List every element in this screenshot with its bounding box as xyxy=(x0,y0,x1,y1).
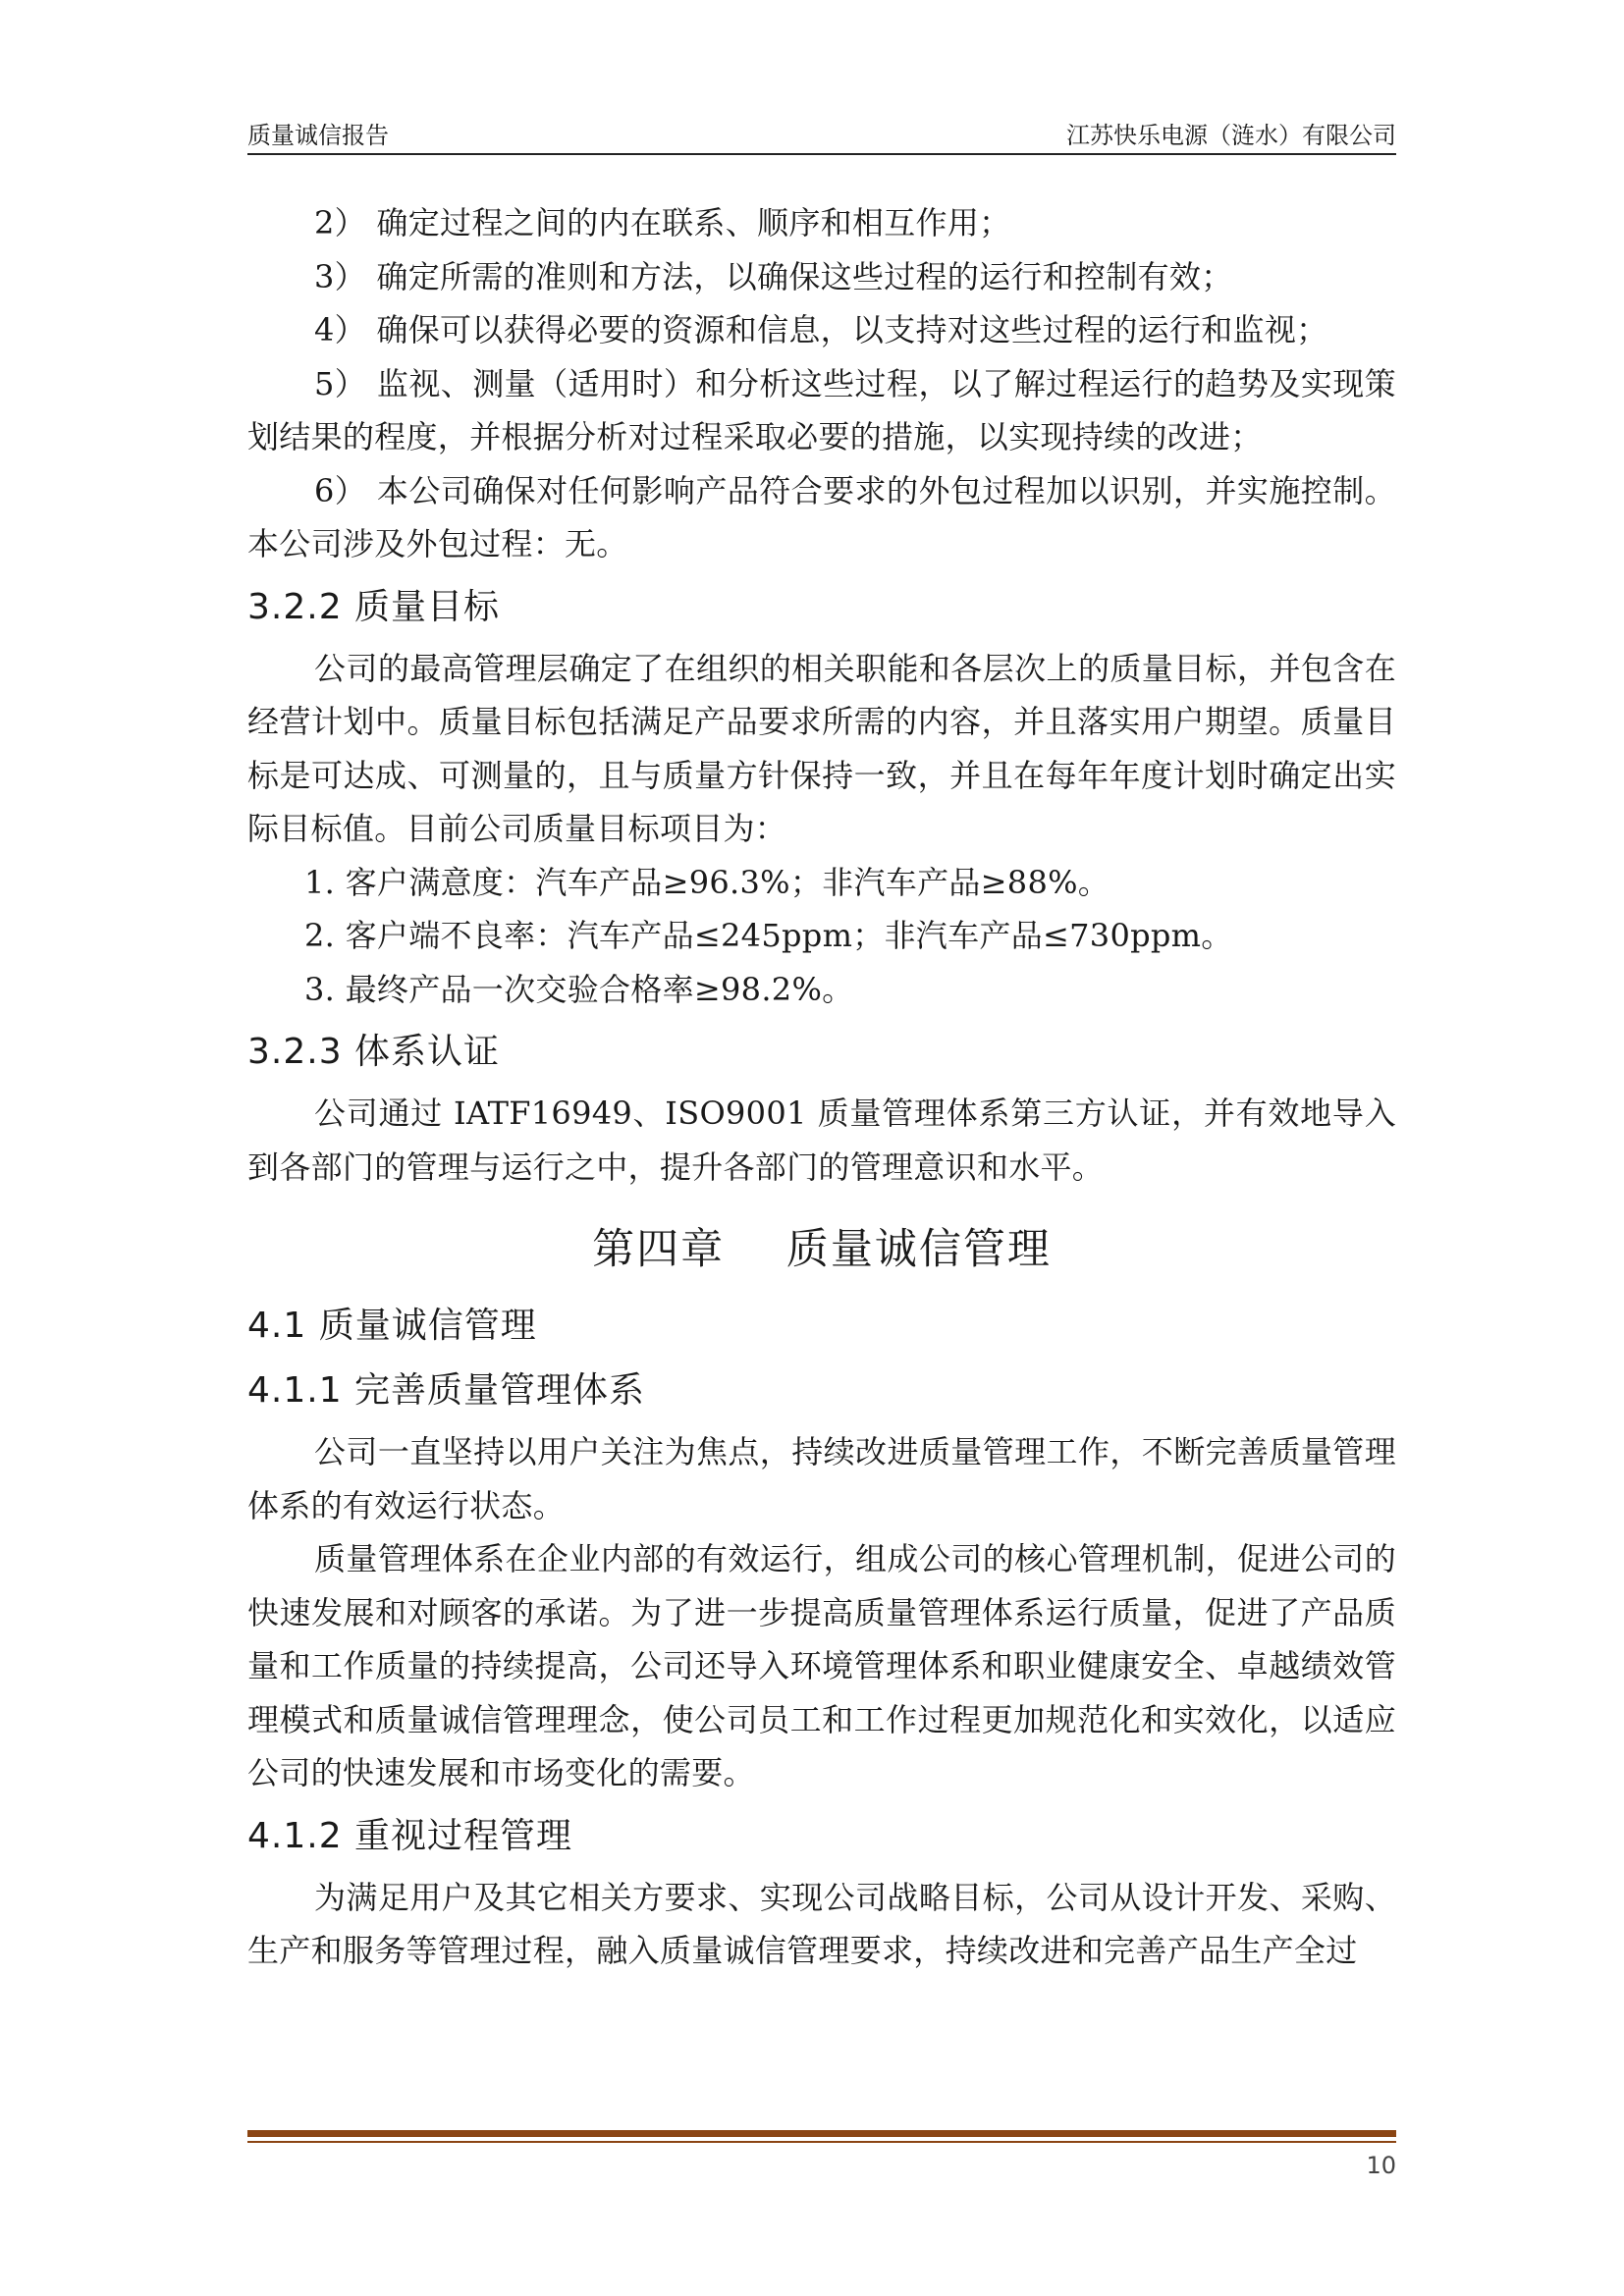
section-heading-4-1-2: 4.1.2 重视过程管理 xyxy=(247,1815,573,1856)
section-heading-3-2-2: 3.2.2 质量目标 xyxy=(247,586,501,627)
objective-item: 1. 客户满意度：汽车产品≥96.3%；非汽车产品≥88%。 xyxy=(304,863,1110,901)
page-content xyxy=(247,196,1396,1978)
header-company-name: 江苏快乐电源（涟水）有限公司 xyxy=(1066,122,1396,149)
quality-objective-paragraph: 公司的最高管理层确定了在组织的相关职能和各层次上的质量目标，并包含在经营计划中。质量目标包括满足产品要求所需的内容，并且落实用户期望。质量目标是可达成、可测量的，且与质量方针保持一致，并且在每年年度计划时确定出实际目标值。目前公司质量目标项目为： xyxy=(247,649,1396,847)
objective-item: 3. 最终产品一次交验合格率≥98.2%。 xyxy=(304,970,854,1008)
section-heading-3-2-3: 3.2.3 体系认证 xyxy=(247,1032,501,1072)
body-paragraph: 为满足用户及其它相关方要求、实现公司战略目标，公司从设计开发、采购、生产和服务等管理过程，融入质量诚信管理要求，持续改进和完善产品生产全过 xyxy=(247,1878,1396,1969)
process-item: 6） 本公司确保对任何影响产品符合要求的外包过程加以识别，并实施控制。本公司涉及外包过程：无。 xyxy=(247,471,1396,562)
objective-item: 2. 客户端不良率：汽车产品≤245ppm；非汽车产品≤730ppm。 xyxy=(304,917,1233,954)
section-heading-4-1-1: 4.1.1 完善质量管理体系 xyxy=(247,1370,646,1411)
process-item: 4） 确保可以获得必要的资源和信息，以支持对这些过程的运行和监视； xyxy=(314,311,1328,348)
section-heading-4-1: 4.1 质量诚信管理 xyxy=(247,1306,537,1346)
process-item: 2） 确定过程之间的内在联系、顺序和相互作用； xyxy=(314,204,1011,241)
process-item: 5） 监视、测量（适用时）和分析这些过程，以了解过程运行的趋势及实现策划结果的程度，并根据分析对过程采取必要的措施，以实现持续的改进； xyxy=(247,364,1396,455)
body-paragraph: 质量管理体系在企业内部的有效运行，组成公司的核心管理机制，促进公司的快速发展和对顾客的承诺。为了进一步提高质量管理体系运行质量，促进了产品质量和工作质量的持续提高，公司还导入环境管理体系和职业健康安全、卓越绩效管理模式和质量诚信管理理念，使公司员工和工作过程更加规范化和实效化，以适应公司的快速发展和市场变化的需要。 xyxy=(247,1540,1396,1791)
header-report-title: 质量诚信报告 xyxy=(247,122,389,149)
body-paragraph: 公司一直坚持以用户关注为焦点，持续改进质量管理工作，不断完善质量管理体系的有效运行状态。 xyxy=(247,1433,1396,1524)
footer-divider-thin xyxy=(247,2141,1396,2143)
chapter-title: 第四章 质量诚信管理 xyxy=(592,1225,1052,1274)
page-header xyxy=(247,116,1396,151)
header-divider xyxy=(247,153,1396,155)
page-number: 10 xyxy=(1366,2152,1396,2179)
certification-paragraph: 公司通过 IATF16949、ISO9001 质量管理体系第三方认证，并有效地导入到各部门的管理与运行之中，提升各部门的管理意识和水平。 xyxy=(247,1095,1396,1186)
footer-divider-thick xyxy=(247,2130,1396,2137)
process-item: 3） 确定所需的准则和方法，以确保这些过程的运行和控制有效； xyxy=(314,257,1233,295)
